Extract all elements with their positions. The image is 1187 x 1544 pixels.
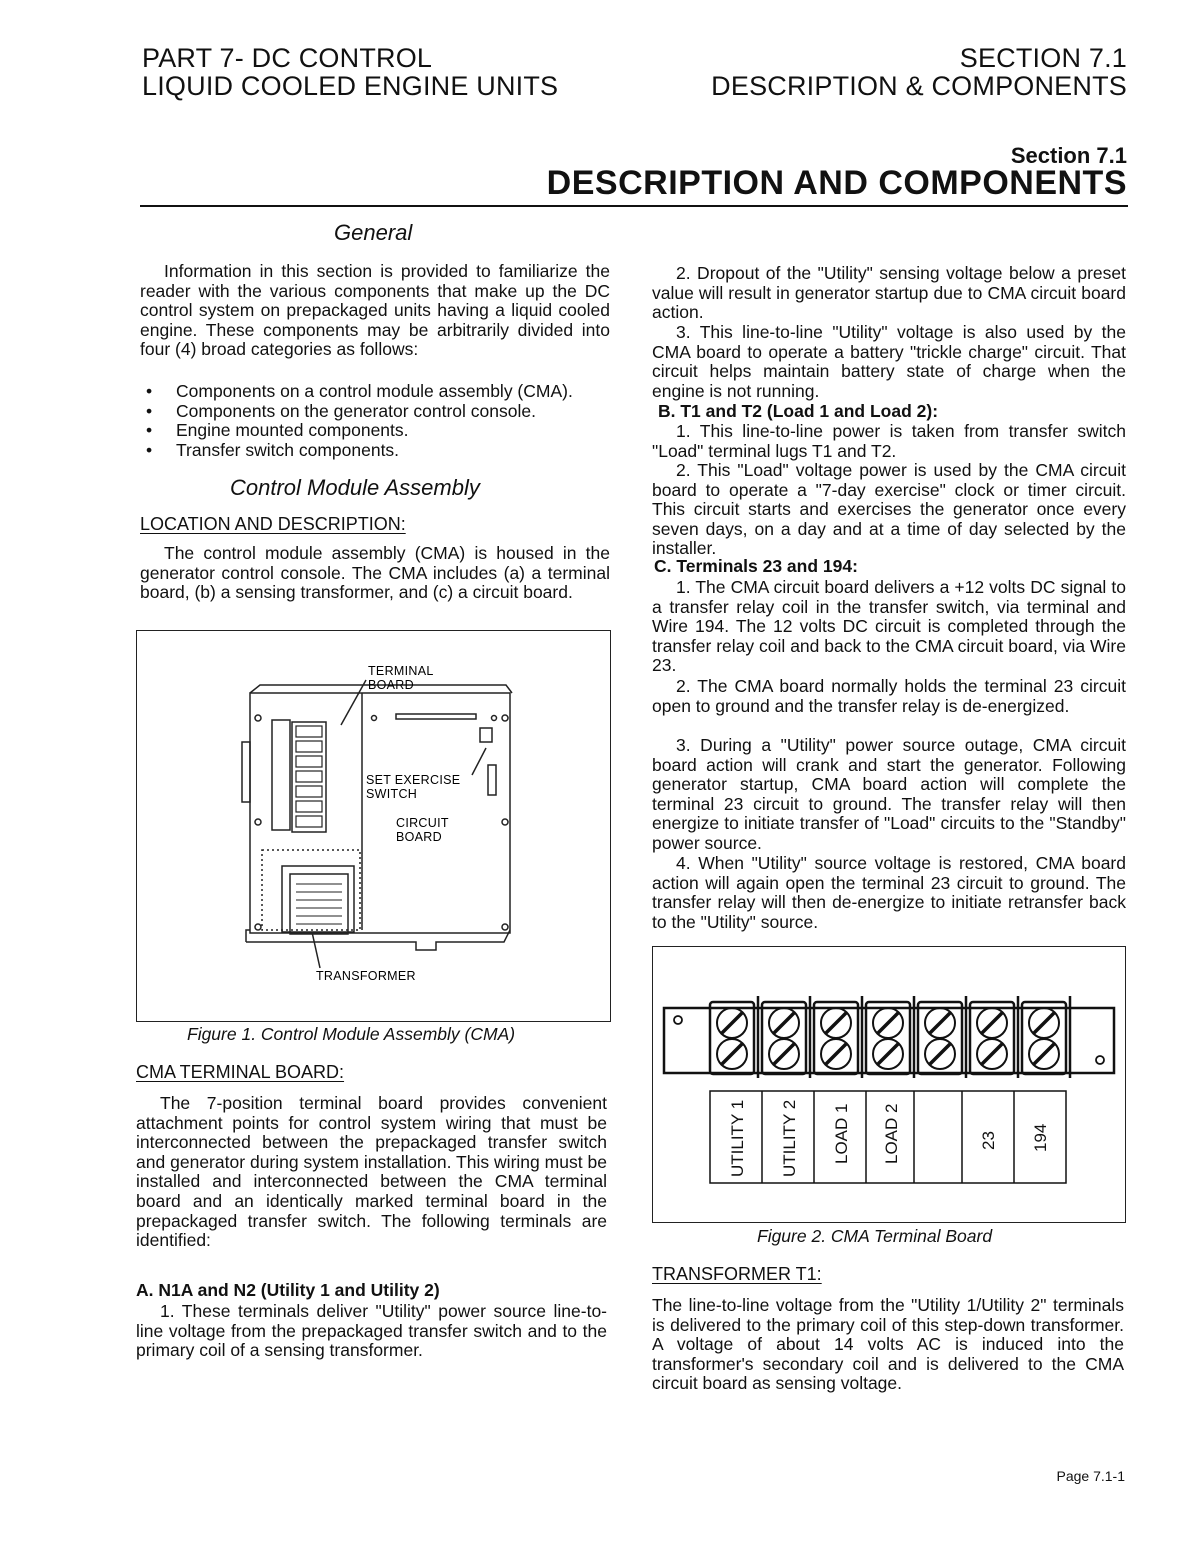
- general-paragraph: Information in this section is provided to familiarize the reader with the various components that make up the DC control system on prepackaged units having a liquid cooled engine. These components may be arbitrarily divided into four (4) broad categories as follows:: [140, 261, 610, 360]
- terminal-label: LOAD 1: [832, 1103, 851, 1164]
- terminal-board-paragraph: The 7-position terminal board provides convenient attachment points for control system wiring that must be interconnected between the prepackaged transfer switch and generator during system installation. This wiring must be installed and interconnected between the CMA terminal board and an identically marked terminal board in the prepackaged transfer switch. The following terminals are identified:: [136, 1093, 607, 1251]
- list-item: • Transfer switch components.: [140, 441, 615, 461]
- section-a-heading: A. N1A and N2 (Utility 1 and Utility 2): [136, 1280, 440, 1300]
- header-right: [711, 44, 1127, 100]
- section-label: Section 7.1: [1010, 143, 1127, 168]
- terminal-label: 23: [979, 1131, 998, 1150]
- label-transformer: TRANSFORMER: [316, 969, 416, 983]
- list-item: • Components on the generator control console.: [140, 402, 615, 422]
- location-paragraph: The control module assembly (CMA) is housed in the generator control console. The CMA includes (a) a terminal board, (b) a sensing transformer, and (c) a circuit board.: [140, 543, 610, 603]
- list-item: • Engine mounted components.: [140, 421, 615, 441]
- para-restore: 4. When "Utility" source voltage is restored, CMA board action will again open the terminal 23 circuit to ground. The transfer relay will then de-energize to initiate retransfer back to the "Utility" source.: [652, 853, 1126, 932]
- para-exercise-clock: 2. This "Load" voltage power is used by the CMA circuit board to operate a "7-day exercise" clock or timer circuit. This circuit starts and exercises the generator once every seven days, on a day and at a time of day selected by the installer.: [652, 460, 1126, 559]
- label-terminal-board: TERMINAL BOARD: [368, 664, 434, 692]
- location-heading: LOCATION AND DESCRIPTION:: [140, 514, 406, 534]
- para-relay-signal: 1. The CMA circuit board delivers a +12 volts DC signal to a transfer relay coil in the transfer switch, via terminal and Wire 194. The 12 volts DC circuit is completed through the transfer relay coil and back to the CMA circuit board, via Wire 23.: [652, 577, 1126, 676]
- terminal-label: UTILITY 1: [728, 1099, 747, 1177]
- general-heading: General: [334, 220, 413, 245]
- para-dropout: 2. Dropout of the "Utility" sensing voltage below a preset value will result in generator startup due to CMA circuit board action.: [652, 263, 1126, 323]
- section-b-heading: B. T1 and T2 (Load 1 and Load 2):: [658, 401, 939, 421]
- title-rule: [140, 205, 1128, 207]
- terminal-board-heading: CMA TERMINAL BOARD:: [136, 1062, 345, 1082]
- cma-heading: Control Module Assembly: [230, 475, 480, 500]
- header-left: [142, 44, 558, 100]
- figure-1-caption: Figure 1. Control Module Assembly (CMA): [187, 1024, 516, 1044]
- figure-2-caption: Figure 2. CMA Terminal Board: [757, 1226, 993, 1246]
- header-right-line1: SECTION 7.1: [959, 43, 1127, 73]
- para-outage: 3. During a "Utility" power source outage, CMA circuit board action will crank and start the generator. Following generator startup, CMA board action will complete the terminal 23 circuit to ground. The transfer relay will then energize to initiate transfer of "Load" circuits to the "Standby" power source.: [652, 735, 1126, 853]
- transformer-heading: TRANSFORMER T1:: [652, 1264, 822, 1284]
- page-title: DESCRIPTION AND COMPONENTS: [546, 164, 1127, 202]
- para-load-source: 1. This line-to-line power is taken from transfer switch "Load" terminal lugs T1 and T2.: [652, 421, 1126, 461]
- section-c-heading: C. Terminals 23 and 194:: [654, 556, 858, 576]
- figure-2-terminal-board: [652, 946, 1126, 1223]
- header-left-line1: PART 7- DC CONTROL: [142, 43, 433, 73]
- header-left-line2: LIQUID COOLED ENGINE UNITS: [142, 71, 559, 101]
- para-normal-state: 2. The CMA board normally holds the terminal 23 circuit open to ground and the transfer relay is de-energized.: [652, 676, 1126, 716]
- page-number: Page 7.1-1: [1056, 1468, 1125, 1484]
- label-circuit-board: CIRCUIT BOARD: [396, 816, 449, 844]
- list-item: • Components on a control module assembly (CMA).: [140, 382, 615, 402]
- terminal-label: LOAD 2: [882, 1103, 901, 1164]
- figure-1-diagram: [136, 630, 611, 1022]
- terminal-label: 194: [1031, 1123, 1050, 1152]
- header-right-line2: DESCRIPTION & COMPONENTS: [711, 71, 1127, 101]
- para-trickle-charge: 3. This line-to-line "Utility" voltage is also used by the CMA board to operate a battery "trickle charge" circuit. That circuit helps maintain battery state of charge when the engine is not running.: [652, 322, 1126, 401]
- terminal-label: UTILITY 2: [780, 1099, 799, 1177]
- transformer-paragraph: The line-to-line voltage from the "Utility 1/Utility 2" terminals is delivered to the primary coil of this step-down transformer. A voltage of about 14 volts AC is induced into the transformer's secondary coil and is delivered to the CMA circuit board as sensing voltage.: [652, 1295, 1124, 1394]
- section-a-paragraph: 1. These terminals deliver "Utility" power source line-to-line voltage from the prepackaged transfer switch and to the primary coil of a sensing transformer.: [136, 1301, 607, 1361]
- label-set-exercise-switch: SET EXERCISE SWITCH: [366, 773, 461, 801]
- category-list: [140, 382, 615, 460]
